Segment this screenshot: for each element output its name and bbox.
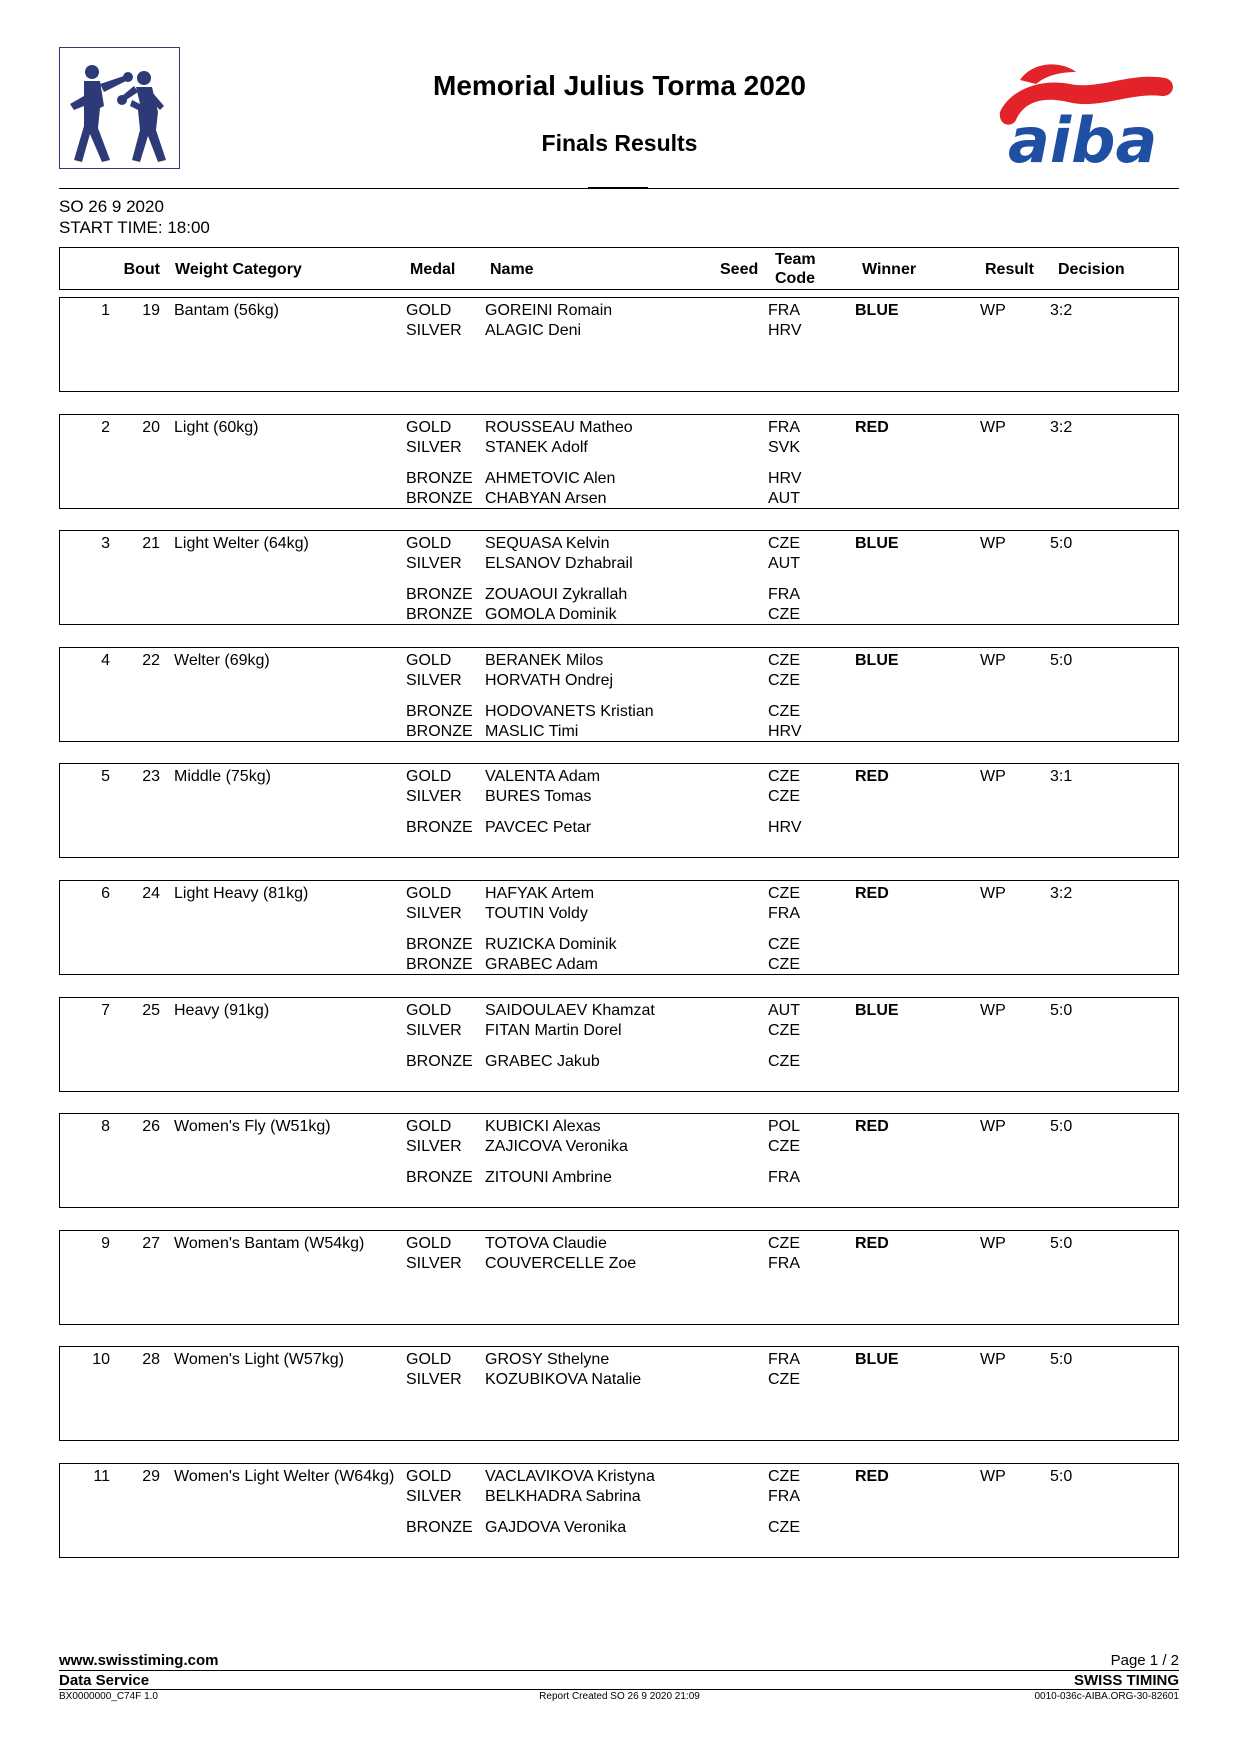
medal-label: GOLD bbox=[406, 1351, 452, 1368]
weight-category: Women's Light (W57kg) bbox=[174, 1351, 344, 1368]
bout-row bbox=[59, 647, 1179, 742]
athlete-name: ZITOUNI Ambrine bbox=[485, 1169, 612, 1186]
document-subtitle: Finals Results bbox=[541, 130, 698, 156]
winner-corner: RED bbox=[855, 1235, 889, 1252]
footer-divider bbox=[59, 1670, 1179, 1671]
decision-score: 5:0 bbox=[1050, 535, 1073, 552]
weight-category: Light Heavy (81kg) bbox=[174, 885, 309, 902]
bout-row bbox=[59, 530, 1179, 625]
decision-score: 3:1 bbox=[1050, 768, 1073, 785]
winner-corner: BLUE bbox=[855, 1351, 899, 1368]
footer-code: BX0000000_C74F 1.0 bbox=[59, 1691, 158, 1702]
weight-category: Bantam (56kg) bbox=[174, 302, 279, 319]
team-code: CZE bbox=[768, 1468, 800, 1485]
medal-label: BRONZE bbox=[406, 490, 473, 507]
weight-category: Middle (75kg) bbox=[174, 768, 271, 785]
decision-score: 5:0 bbox=[1050, 1002, 1073, 1019]
bout-number: 28 bbox=[142, 1351, 160, 1368]
weight-category: Light Welter (64kg) bbox=[174, 535, 309, 552]
weight-category: Light (60kg) bbox=[174, 419, 259, 436]
athlete-name: GRABEC Adam bbox=[485, 956, 598, 973]
winner-corner: RED bbox=[855, 768, 889, 785]
medal-label: GOLD bbox=[406, 302, 452, 319]
decision-score: 5:0 bbox=[1050, 1118, 1073, 1135]
athlete-name: MASLIC Timi bbox=[485, 723, 579, 740]
row-number: 7 bbox=[101, 1002, 110, 1019]
row-number: 10 bbox=[92, 1351, 110, 1368]
weight-category: Welter (69kg) bbox=[174, 652, 270, 669]
team-code: HRV bbox=[768, 470, 802, 487]
result-type: WP bbox=[980, 885, 1006, 902]
team-code: HRV bbox=[768, 819, 802, 836]
medal-label: GOLD bbox=[406, 1468, 452, 1485]
bout-number: 20 bbox=[142, 419, 160, 436]
athlete-name: GROSY Sthelyne bbox=[485, 1351, 610, 1368]
winner-corner: BLUE bbox=[855, 302, 899, 319]
bout-number: 19 bbox=[142, 302, 160, 319]
col-team-line2: Code bbox=[775, 270, 815, 287]
athlete-name: GRABEC Jakub bbox=[485, 1053, 600, 1070]
bout-row bbox=[59, 1463, 1179, 1558]
athlete-name: SAIDOULAEV Khamzat bbox=[485, 1002, 655, 1019]
medal-label: BRONZE bbox=[406, 1053, 473, 1070]
bout-number: 29 bbox=[142, 1468, 160, 1485]
bout-number: 21 bbox=[142, 535, 160, 552]
footer-url[interactable]: www.swisstiming.com bbox=[59, 1652, 219, 1669]
team-code: CZE bbox=[768, 1053, 800, 1070]
team-code: CZE bbox=[768, 956, 800, 973]
footer-service: Data Service bbox=[59, 1672, 150, 1689]
decision-score: 5:0 bbox=[1050, 1351, 1073, 1368]
athlete-name: TOTOVA Claudie bbox=[485, 1235, 607, 1252]
result-type: WP bbox=[980, 302, 1006, 319]
bout-row bbox=[59, 297, 1179, 392]
athlete-name: FITAN Martin Dorel bbox=[485, 1022, 622, 1039]
athlete-name: HORVATH Ondrej bbox=[485, 672, 614, 689]
col-bout: Bout bbox=[123, 261, 160, 278]
bout-number: 23 bbox=[142, 768, 160, 785]
bout-row bbox=[59, 763, 1179, 858]
team-code: CZE bbox=[768, 768, 800, 785]
team-code: FRA bbox=[768, 905, 800, 922]
athlete-name: GOMOLA Dominik bbox=[485, 606, 617, 623]
row-number: 8 bbox=[101, 1118, 110, 1135]
decision-score: 3:2 bbox=[1050, 419, 1073, 436]
athlete-name: HAFYAK Artem bbox=[485, 885, 595, 902]
team-code: AUT bbox=[768, 490, 800, 507]
row-number: 5 bbox=[101, 768, 110, 785]
row-number: 6 bbox=[101, 885, 110, 902]
athlete-name: KOZUBIKOVA Natalie bbox=[485, 1371, 642, 1388]
team-code: CZE bbox=[768, 703, 800, 720]
team-code: CZE bbox=[768, 1371, 800, 1388]
medal-label: SILVER bbox=[406, 788, 462, 805]
medal-label: GOLD bbox=[406, 768, 452, 785]
bout-number: 25 bbox=[142, 1002, 160, 1019]
winner-corner: BLUE bbox=[855, 535, 899, 552]
weight-category: Women's Bantam (W54kg) bbox=[174, 1235, 365, 1252]
athlete-name: STANEK Adolf bbox=[485, 439, 588, 456]
bout-row bbox=[59, 1113, 1179, 1208]
athlete-name: ZAJICOVA Veronika bbox=[485, 1138, 628, 1155]
medal-label: GOLD bbox=[406, 652, 452, 669]
weight-category: Heavy (91kg) bbox=[174, 1002, 270, 1019]
athlete-name: BURES Tomas bbox=[485, 788, 592, 805]
col-seed: Seed bbox=[720, 261, 759, 278]
athlete-name: BELKHADRA Sabrina bbox=[485, 1488, 641, 1505]
start-time: START TIME: 18:00 bbox=[59, 218, 210, 237]
medal-label: SILVER bbox=[406, 1255, 462, 1272]
bout-number: 26 bbox=[142, 1118, 160, 1135]
medal-label: GOLD bbox=[406, 535, 452, 552]
result-type: WP bbox=[980, 1002, 1006, 1019]
result-type: WP bbox=[980, 768, 1006, 785]
medal-label: BRONZE bbox=[406, 606, 473, 623]
medal-label: GOLD bbox=[406, 419, 452, 436]
medal-label: GOLD bbox=[406, 1002, 452, 1019]
team-code: FRA bbox=[768, 1255, 800, 1272]
row-number: 4 bbox=[101, 652, 110, 669]
decision-score: 3:2 bbox=[1050, 302, 1073, 319]
team-code: HRV bbox=[768, 322, 802, 339]
bout-row bbox=[59, 880, 1179, 975]
medal-label: SILVER bbox=[406, 1138, 462, 1155]
athlete-name: GAJDOVA Veronika bbox=[485, 1519, 627, 1536]
athlete-name: COUVERCELLE Zoe bbox=[485, 1255, 637, 1272]
result-type: WP bbox=[980, 1351, 1006, 1368]
aiba-logo-text: aiba bbox=[1008, 104, 1158, 170]
athlete-name: SEQUASA Kelvin bbox=[485, 535, 610, 552]
team-code: SVK bbox=[768, 439, 801, 456]
bout-number: 24 bbox=[142, 885, 160, 902]
winner-corner: BLUE bbox=[855, 652, 899, 669]
aiba-logo bbox=[990, 50, 1180, 170]
event-date: SO 26 9 2020 bbox=[59, 197, 164, 216]
bout-row bbox=[59, 414, 1179, 509]
footer-brand: SWISS TIMING bbox=[1074, 1672, 1179, 1689]
table-header bbox=[59, 247, 1179, 290]
team-code: FRA bbox=[768, 1351, 800, 1368]
decision-score: 3:2 bbox=[1050, 885, 1073, 902]
team-code: FRA bbox=[768, 1488, 800, 1505]
decision-score: 5:0 bbox=[1050, 652, 1073, 669]
winner-corner: RED bbox=[855, 885, 889, 902]
athlete-name: GOREINI Romain bbox=[485, 302, 613, 319]
winner-corner: BLUE bbox=[855, 1002, 899, 1019]
medal-label: GOLD bbox=[406, 1118, 452, 1135]
row-number: 1 bbox=[101, 302, 110, 319]
team-code: AUT bbox=[768, 555, 800, 572]
athlete-name: ELSANOV Dzhabrail bbox=[485, 555, 633, 572]
athlete-name: VACLAVIKOVA Kristyna bbox=[485, 1468, 655, 1485]
col-decision: Decision bbox=[1058, 261, 1125, 278]
medal-label: SILVER bbox=[406, 322, 462, 339]
team-code: FRA bbox=[768, 419, 800, 436]
team-code: CZE bbox=[768, 885, 800, 902]
row-number: 2 bbox=[101, 419, 110, 436]
medal-label: SILVER bbox=[406, 439, 462, 456]
result-type: WP bbox=[980, 1235, 1006, 1252]
medal-label: GOLD bbox=[406, 1235, 452, 1252]
result-type: WP bbox=[980, 652, 1006, 669]
col-weight-category: Weight Category bbox=[175, 261, 302, 278]
medal-label: BRONZE bbox=[406, 1169, 473, 1186]
weight-category: Women's Light Welter (W64kg) bbox=[174, 1468, 395, 1485]
medal-label: BRONZE bbox=[406, 723, 473, 740]
winner-corner: RED bbox=[855, 419, 889, 436]
team-code: CZE bbox=[768, 1519, 800, 1536]
result-type: WP bbox=[980, 1468, 1006, 1485]
footer-created: Report Created SO 26 9 2020 21:09 bbox=[539, 1691, 700, 1702]
athlete-name: BERANEK Milos bbox=[485, 652, 604, 669]
athlete-name: HODOVANETS Kristian bbox=[485, 703, 654, 720]
team-code: CZE bbox=[768, 936, 800, 953]
col-name: Name bbox=[490, 261, 534, 278]
col-team-line1: Team bbox=[775, 251, 816, 268]
medal-label: SILVER bbox=[406, 1371, 462, 1388]
athlete-name: TOUTIN Voldy bbox=[485, 905, 588, 922]
team-code: CZE bbox=[768, 1235, 800, 1252]
row-number: 9 bbox=[101, 1235, 110, 1252]
medal-label: SILVER bbox=[406, 555, 462, 572]
team-code: CZE bbox=[768, 788, 800, 805]
team-code: FRA bbox=[768, 302, 800, 319]
athlete-name: PAVCEC Petar bbox=[485, 819, 592, 836]
athlete-name: VALENTA Adam bbox=[485, 768, 601, 785]
athlete-name: CHABYAN Arsen bbox=[485, 490, 607, 507]
athlete-name: RUZICKA Dominik bbox=[485, 936, 617, 953]
medal-label: SILVER bbox=[406, 1022, 462, 1039]
footer-divider-bottom bbox=[59, 1689, 1179, 1690]
medal-label: BRONZE bbox=[406, 470, 473, 487]
decision-score: 5:0 bbox=[1050, 1235, 1073, 1252]
footer-page: Page 1 / 2 bbox=[1110, 1652, 1179, 1669]
team-code: POL bbox=[768, 1118, 801, 1135]
athlete-name: ALAGIC Deni bbox=[485, 322, 582, 339]
team-code: HRV bbox=[768, 723, 802, 740]
row-number: 3 bbox=[101, 535, 110, 552]
medal-label: SILVER bbox=[406, 905, 462, 922]
bout-number: 27 bbox=[142, 1235, 160, 1252]
medal-label: BRONZE bbox=[406, 936, 473, 953]
medal-label: BRONZE bbox=[406, 956, 473, 973]
athlete-name: KUBICKI Alexas bbox=[485, 1118, 601, 1135]
team-code: AUT bbox=[768, 1002, 800, 1019]
medal-label: GOLD bbox=[406, 885, 452, 902]
athlete-name: ZOUAOUI Zykrallah bbox=[485, 586, 628, 603]
medal-label: SILVER bbox=[406, 672, 462, 689]
team-code: CZE bbox=[768, 606, 800, 623]
medal-label: BRONZE bbox=[406, 819, 473, 836]
team-code: FRA bbox=[768, 586, 800, 603]
medal-label: BRONZE bbox=[406, 703, 473, 720]
medal-label: BRONZE bbox=[406, 586, 473, 603]
footer-ref: 0010-036c-AIBA.ORG-30-82601 bbox=[1034, 1691, 1179, 1702]
team-code: FRA bbox=[768, 1169, 800, 1186]
weight-category: Women's Fly (W51kg) bbox=[174, 1118, 331, 1135]
row-number: 11 bbox=[93, 1468, 110, 1485]
team-code: CZE bbox=[768, 1022, 800, 1039]
header-divider-mark bbox=[588, 187, 648, 189]
winner-corner: RED bbox=[855, 1468, 889, 1485]
decision-score: 5:0 bbox=[1050, 1468, 1073, 1485]
winner-corner: RED bbox=[855, 1118, 889, 1135]
result-type: WP bbox=[980, 419, 1006, 436]
athlete-name: ROUSSEAU Matheo bbox=[485, 419, 633, 436]
team-code: CZE bbox=[768, 672, 800, 689]
medal-label: SILVER bbox=[406, 1488, 462, 1505]
col-medal: Medal bbox=[410, 261, 456, 278]
bout-row bbox=[59, 1230, 1179, 1325]
medal-label: BRONZE bbox=[406, 1519, 473, 1536]
athlete-name: AHMETOVIC Alen bbox=[485, 470, 616, 487]
col-winner: Winner bbox=[862, 261, 917, 278]
col-result: Result bbox=[985, 261, 1034, 278]
document-title: Memorial Julius Torma 2020 bbox=[433, 70, 806, 101]
team-code: CZE bbox=[768, 652, 800, 669]
team-code: CZE bbox=[768, 535, 800, 552]
result-type: WP bbox=[980, 1118, 1006, 1135]
bout-row bbox=[59, 997, 1179, 1092]
bout-number: 22 bbox=[142, 652, 160, 669]
bout-row bbox=[59, 1346, 1179, 1441]
team-code: CZE bbox=[768, 1138, 800, 1155]
result-type: WP bbox=[980, 535, 1006, 552]
